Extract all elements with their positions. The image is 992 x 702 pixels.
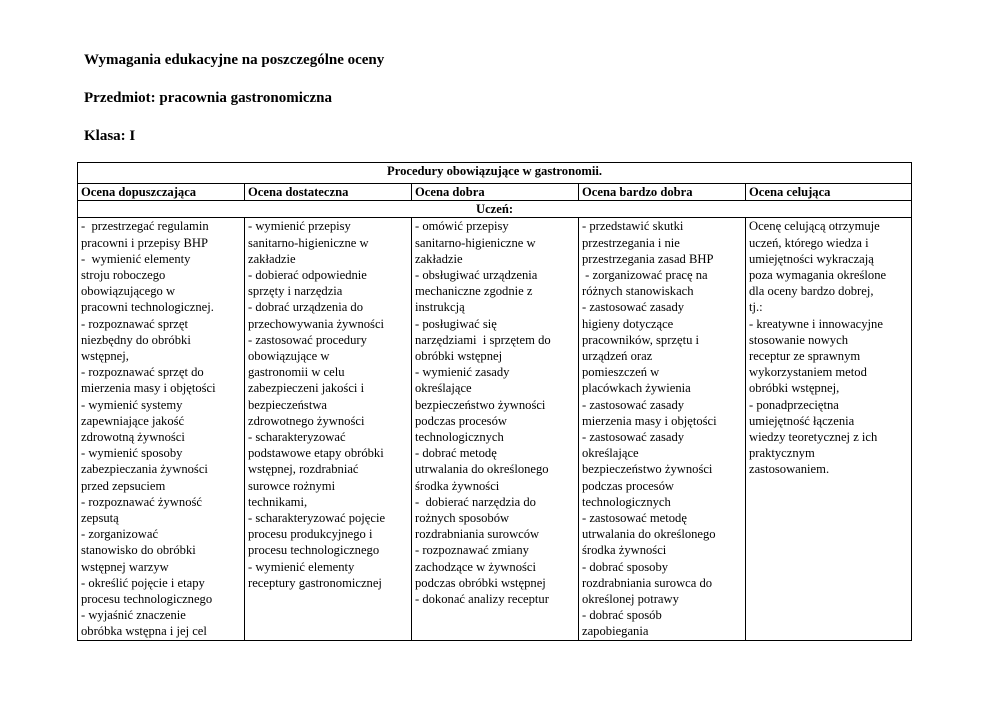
cell-ocena-dobra: - omówić przepisy sanitarno-higieniczne w zakładzie - obsługiwać urządzenia mechaniczne zgodnie z instrukcją - posługiwać się narzędziami i sprzętem do obróbki wstępnej - wymienić zasady określające bezpieczeństwo żywności podczas procesów technologicznych - dobrać metodę utrwalania do określonego środka żywności - dobierać narzędzia do rożnych sposobów rozdrabniania surowców - rozpoznawać zmiany zachodzące w żywności podczas obróbki wstępnej - dokonać analizy receptur (412, 218, 579, 640)
class-line: Klasa: I (84, 128, 136, 144)
cell-ocena-bardzo-dobra: - przedstawić skutki przestrzegania i nie przestrzegania zasad BHP - zorganizować pracę na różnych stanowiskach - zastosować zasady higieny dotyczące pracowników, sprzętu i urządzeń oraz pomieszczeń w placówkach żywienia - zastosować zasady mierzenia masy i objętości - zastosować zasady określające bezpieczeństwo żywności podczas procesów technologicznych - zastosować metodę utrwalania do określonego środka żywności - dobrać sposoby rozdrabniania surowca do określonej potrawy - dobrać sposób zapobiegania (579, 218, 746, 640)
document-title: Wymagania edukacyjne na poszczególne oceny (84, 52, 385, 68)
table-caption-row (78, 163, 912, 184)
header-ocena-dostateczna: Ocena dostateczna (245, 184, 412, 201)
table-subheader-row (78, 201, 912, 218)
table-row (78, 218, 912, 640)
header-ocena-bardzo-dobra: Ocena bardzo dobra (579, 184, 746, 201)
subject-line: Przedmiot: pracownia gastronomiczna (84, 90, 333, 106)
table-caption: Procedury obowiązujące w gastronomii. (78, 163, 912, 184)
header-ocena-dopuszczajaca: Ocena dopuszczająca (78, 184, 245, 201)
cell-ocena-dopuszczajaca: - przestrzegać regulamin pracowni i przepisy BHP - wymienić elementy stroju roboczego obowiązującego w pracowni technologicznej. - rozpoznawać sprzęt niezbędny do obróbki wstępnej, - rozpoznawać sprzęt do mierzenia masy i objętości - wymienić systemy zapewniające jakość zdrowotną żywności - wymienić sposoby zabezpieczania żywności przed zepsuciem - rozpoznawać żywność zepsutą - zorganizować stanowisko do obróbki wstępnej warzyw - określić pojęcie i etapy procesu technologicznego - wyjaśnić znaczenie obróbka wstępna i jej cel (78, 218, 245, 640)
header-ocena-dobra: Ocena dobra (412, 184, 579, 201)
table-header-row (78, 184, 912, 201)
table-subheader: Uczeń: (78, 201, 912, 218)
cell-ocena-dostateczna: - wymienić przepisy sanitarno-higieniczne w zakładzie - dobierać odpowiednie sprzęty i narzędzia - dobrać urządzenia do przechowywania żywności - zastosować procedury obowiązujące w gastronomii w celu zabezpieczeni jakości i bezpieczeństwa zdrowotnego żywności - scharakteryzować podstawowe etapy obróbki wstępnej, rozdrabniać surowce rożnymi technikami, - scharakteryzować pojęcie procesu produkcyjnego i procesu technologicznego - wymienić elementy receptury gastronomicznej (245, 218, 412, 640)
header-ocena-celujaca: Ocena celująca (746, 184, 912, 201)
cell-ocena-celujaca: Ocenę celującą otrzymuje uczeń, którego wiedza i umiejętności wykraczają poza wymagania określone dla oceny bardzo dobrej, tj.: - kreatywne i innowacyjne stosowanie nowych receptur ze sprawnym wykorzystaniem metod obróbki wstępnej, - ponadprzeciętna umiejętność łączenia wiedzy teoretycznej z ich praktycznym zastosowaniem. (746, 218, 912, 640)
requirements-table (77, 162, 912, 641)
